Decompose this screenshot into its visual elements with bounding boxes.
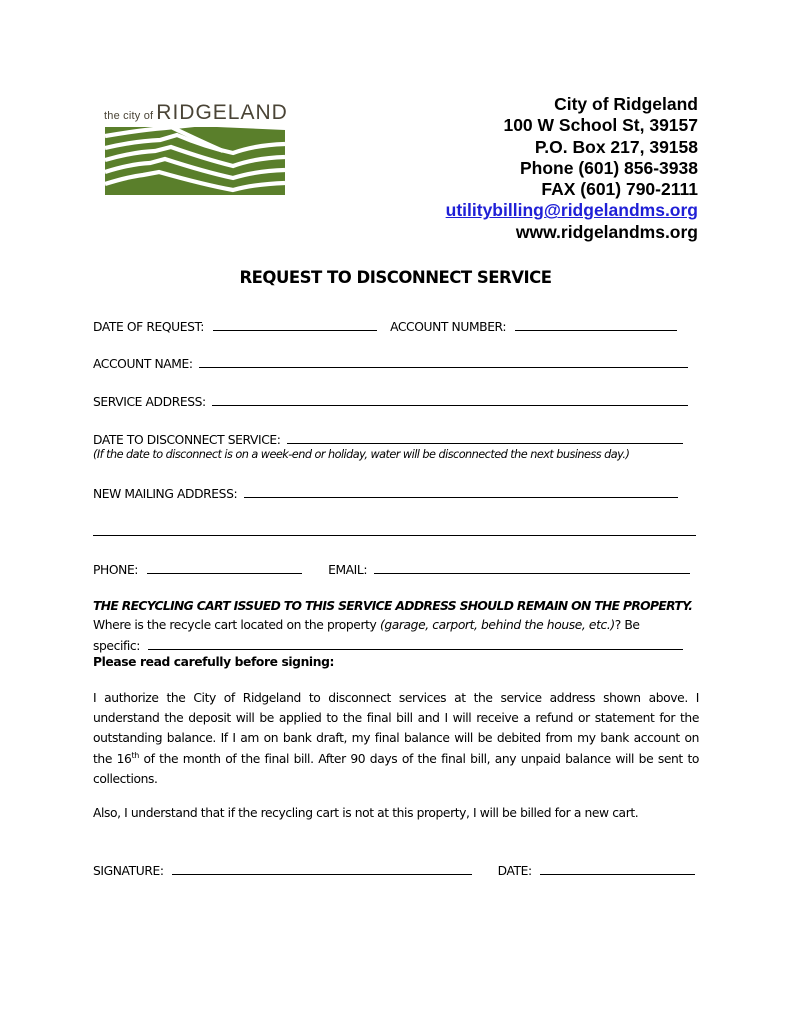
phone-label: PHONE:: [93, 563, 139, 577]
new-mailing-address-field-line2[interactable]: [93, 523, 696, 536]
email-label: EMAIL:: [328, 563, 368, 577]
recycle-cart-question: [93, 618, 640, 632]
new-mailing-address-label: NEW MAILING ADDRESS:: [93, 487, 238, 501]
po-box: P.O. Box 217, 39158: [534, 136, 698, 157]
phone-field[interactable]: [147, 561, 302, 574]
street-address: 100 W School St, 39157: [503, 115, 698, 136]
row-date-account: [93, 318, 677, 334]
date-to-disconnect-label: DATE TO DISCONNECT SERVICE:: [93, 433, 281, 447]
row-new-mailing-address: [93, 485, 678, 501]
row-date-to-disconnect: [93, 431, 683, 447]
org-name: City of Ridgeland: [554, 94, 698, 114]
website: www.ridgelandms.org: [515, 221, 698, 242]
contact-block: [446, 94, 698, 243]
phone-number: Phone (601) 856-3938: [519, 157, 698, 178]
cart-location-field[interactable]: [148, 637, 683, 650]
ordinal-suffix: th: [131, 750, 139, 760]
signature-field[interactable]: [172, 862, 472, 875]
signature-label: SIGNATURE:: [93, 864, 164, 878]
row-service-address: [93, 393, 688, 409]
email-link[interactable]: utilitybilling@ridgelandms.org: [445, 200, 698, 221]
signature-date-field[interactable]: [540, 862, 695, 875]
date-label: DATE:: [497, 864, 532, 878]
authorization-text-2: of the month of the final bill. After 90 days of the final bill, any unpaid balance will be sent to collections.: [93, 751, 699, 786]
email-field[interactable]: [374, 561, 690, 574]
row-phone-email: [93, 561, 690, 577]
question-end: ? Be: [614, 618, 640, 632]
account-number-field[interactable]: [515, 318, 677, 331]
account-number-label: ACCOUNT NUMBER:: [390, 320, 507, 334]
form-title: REQUEST TO DISCONNECT SERVICE: [239, 268, 552, 287]
disconnect-date-note: (If the date to disconnect is on a week-end or holiday, water will be disconnected the next business day.): [93, 448, 630, 461]
read-carefully-notice: Please read carefully before signing:: [93, 655, 335, 669]
service-address-field[interactable]: [212, 393, 688, 406]
row-cart-location: [93, 637, 683, 653]
service-address-label: SERVICE ADDRESS:: [93, 395, 206, 409]
question-start: Where is the recycle cart located on the property: [93, 618, 380, 632]
date-of-request-field[interactable]: [213, 318, 377, 331]
cart-billing-notice: Also, I understand that if the recycling cart is not at this property, I will be billed for a new cart.: [93, 806, 639, 820]
new-mailing-address-field[interactable]: [244, 485, 678, 498]
authorization-text-1: I authorize the City of Ridgeland to disconnect services at the service address shown above. I understand the deposit will be applied to the final bill and I will receive a refund or statement for the outstanding balance. If I am on bank draft, my final balance will be debited from my bank account on the 16: [93, 691, 699, 766]
recycling-warning: THE RECYCLING CART ISSUED TO THIS SERVICE ADDRESS SHOULD REMAIN ON THE PROPERTY.: [93, 599, 693, 613]
city-logo: [104, 101, 286, 197]
date-to-disconnect-field[interactable]: [287, 431, 683, 444]
account-name-label: ACCOUNT NAME:: [93, 357, 193, 371]
date-of-request-label: DATE OF REQUEST:: [93, 320, 205, 334]
authorization-paragraph: [93, 688, 699, 789]
landscape-stripes-icon: [105, 127, 285, 195]
logo-wordmark: [104, 101, 288, 125]
specific-label: specific:: [93, 639, 141, 653]
fax-number: FAX (601) 790-2111: [541, 179, 698, 200]
row-account-name: [93, 355, 688, 371]
row-mailing-address-line2: [93, 523, 696, 539]
question-examples: (garage, carport, behind the house, etc.): [379, 618, 615, 632]
row-signature-date: [93, 862, 695, 878]
logo-name: RIDGELAND: [156, 101, 288, 124]
account-name-field[interactable]: [199, 355, 688, 368]
logo-prefix: the city of: [104, 110, 154, 122]
